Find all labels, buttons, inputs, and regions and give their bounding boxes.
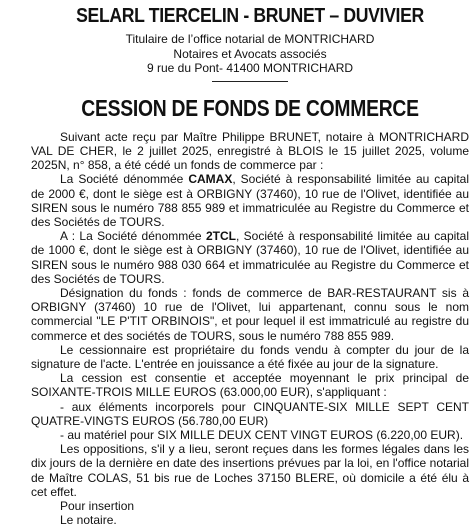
buyer-intro: A : La Société dénommée xyxy=(60,229,206,244)
header-divider xyxy=(212,81,288,82)
paragraph-deed: Suivant acte reçu par Maître Philippe BRUNET, notaire à MONTRICHARD VAL DE CHER, le 2 juillet 2025, enregistré à BLOIS le 15 juillet 2025, volume 2025N, n° 858, a été cédé un fonds de commerce par : xyxy=(31,129,469,173)
seller-details: , Société à responsabilité limitée au capital de 2000 €, dont le siège est à ORBIGNY (37460), 10 rue de l'Olivet, identifiée au SIREN sous le numéro 788 855 989 et immatriculée au Registre du Commerce et des Sociétés de TOURS. xyxy=(31,172,469,229)
office-title: Titulaire de l’office notarial de MONTRICHARD xyxy=(125,32,375,46)
paragraph-designation: Désignation du fonds : fonds de commerce de BAR-RESTAURANT sis à ORBIGNY (37460) 10 rue de l'Olivet, lui appartenant, connu sous le nom commercial "LE P'TIT ORBINOIS", et pour lequel il est immatriculé au registre du commerce et des sociétés de TOURS, sous le numéro 788 855 989. xyxy=(31,286,469,343)
paragraph-seller xyxy=(31,172,469,229)
closing-signature: Le notaire. xyxy=(60,513,117,528)
buyer-name: 2TCL xyxy=(205,229,236,244)
paragraph-intangibles: - aux éléments incorporels pour CINQUANTE-SIX MILLE SEPT CENT QUATRE-VINGTS EUROS (56.780,00 EUR) xyxy=(31,399,469,428)
paragraph-ownership: Le cessionnaire est propriétaire du fonds vendu à compter du jour de la signature de l'acte. L'entrée en jouissance a été fixée au jour de la signature. xyxy=(31,342,469,372)
paragraph-price: La cession est consentie et acceptée moyennant le prix principal de SOIXANTE-TROIS MILLE EUROS (63.000,00 EUR), s'appliquant : xyxy=(31,371,469,400)
closing xyxy=(31,499,469,527)
seller-name: CAMAX xyxy=(188,172,233,187)
office-address: 9 rue du Pont- 41400 MONTRICHARD xyxy=(146,61,354,76)
notice-body xyxy=(31,130,469,499)
closing-insertion: Pour insertion xyxy=(60,499,135,514)
firm-name: SELARL TIERCELIN - BRUNET – DUVIVIER xyxy=(76,4,424,27)
paragraph-equipment: - au matériel pour SIX MILLE DEUX CENT VINGT EUROS (6.220,00 EUR). xyxy=(60,428,464,443)
seller-intro: La Société dénommée xyxy=(60,172,189,187)
paragraph-buyer xyxy=(31,229,469,286)
buyer-details: , Société à responsabilité limitée au capital de 1000 €, dont le siège est à ORBIGNY (37460), 10 rue de l'Olivet, identifiée au SIREN sous le numéro 988 030 664 et immatriculée au Registre du Commerce et des Sociétés de TOURS. xyxy=(31,229,469,286)
office-info xyxy=(31,32,469,76)
paragraph-oppositions: Les oppositions, s'il y a lieu, seront reçues dans les formes légales dans les dix jours de la dernière en date des insertions prévues par la loi, en l'office notarial de Maître COLAS, 51 bis rue de Loches 37150 BLERE, où domicile a été élu à cet effet. xyxy=(31,442,469,499)
notice-title: CESSION DE FONDS DE COMMERCE xyxy=(81,94,419,121)
office-partners: Notaires et Avocats associés xyxy=(173,46,327,61)
